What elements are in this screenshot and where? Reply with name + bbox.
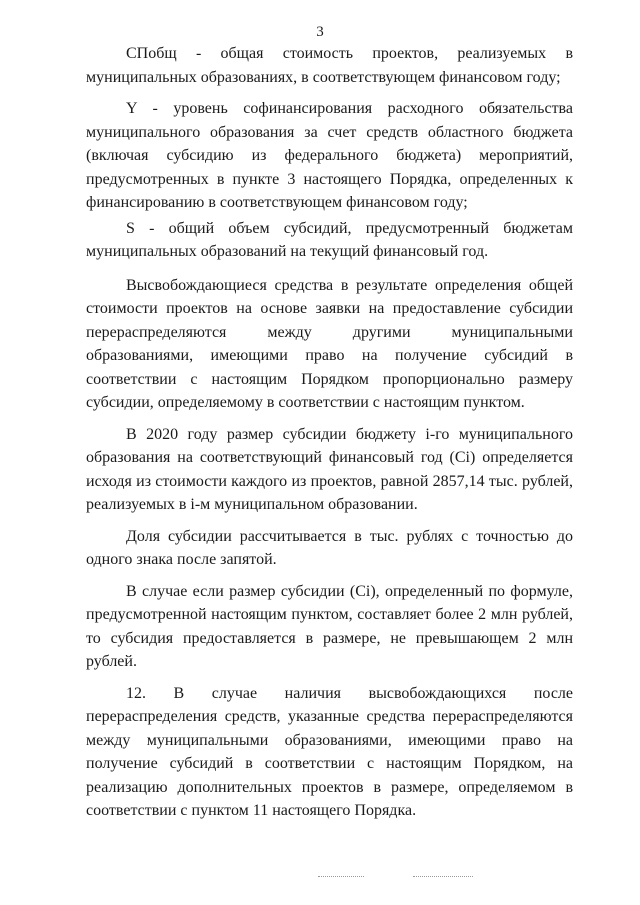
paragraph-released-funds: Высвобождающиеся средства в результате определения общей стоимости проектов на основе заявки на предоставление субсидии перераспределяются между другими муниципальными образованиями, имеющими право на получение субсидий в соответствии с настоящим Порядком пропорционально размеру субсидии, определяемому в соответствии с настоящим пунктом. [86, 276, 573, 411]
paragraph-y-definition: Y - уровень софинансирования расходного обязательства муниципального образования за счет средств областного бюджета (включая субсидию из федерального бюджета) мероприятий, предусмотренных в пункте 3 настоящего Порядка, определенных к финансированию в соответствующем финансовом году; [86, 100, 573, 211]
paragraph-2020-subsidy: В 2020 году размер субсидии бюджету i-го муниципального образования на соответствующий финансовый год (Ci) определяется исходя из стоимости каждого из проектов, равной 2857,14 тыс. рублей, реализуемых в i-м муниципальном образовании. [86, 425, 573, 513]
paragraph-subsidy-limit: В случае если размер субсидии (Ci), определенный по формуле, предусмотренной настоящим пунктом, составляет более 2 млн рублей, то субсидия предоставляется в размере, не превышающем 2 млн рублей. [86, 582, 573, 670]
paragraph-sp-total-definition: СПобщ - общая стоимость проектов, реализуемых в муниципальных образованиях, в соответствующем финансовом году; [86, 45, 573, 86]
paragraph-item-12: 12. В случае наличия высвобождающихся после перераспределения средств, указанные средства перераспределяются между муниципальными образованиями, имеющими право на получение субсидий в соответствии с настоящим Порядком, на реализацию дополнительных проектов в размере, определяемом в соответствии с пунктом 11 настоящего Порядка. [86, 684, 573, 819]
paragraph-s-definition: S - общий объем субсидий, предусмотренный бюджетам муниципальных образований на текущий финансовый год. [86, 219, 573, 260]
page-number: 3 [316, 24, 324, 40]
document-body [86, 42, 573, 831]
paragraph-subsidy-precision: Доля субсидии рассчитывается в тыс. рублях с точностью до одного знака после запятой. [86, 527, 573, 568]
footer-rule [318, 876, 364, 877]
footer-rule [413, 876, 473, 877]
